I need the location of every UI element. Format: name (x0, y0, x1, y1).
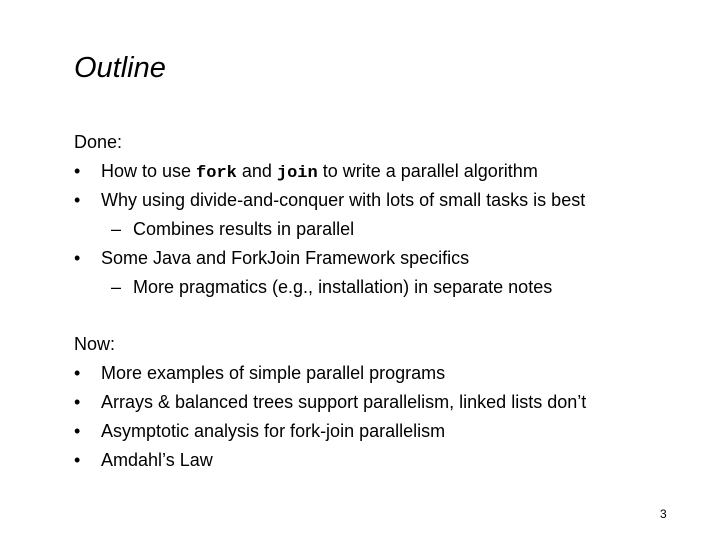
now-item-3-text: Asymptotic analysis for fork-join parallelism (101, 421, 446, 441)
bullet-mark: • (74, 392, 81, 412)
now-item-amdahl (74, 449, 213, 471)
done-subitem-pragmatics (111, 276, 552, 298)
page-number: 3 (660, 507, 667, 521)
now-item-1-text: More examples of simple parallel programs (101, 363, 446, 383)
bullet-mark: • (74, 421, 81, 441)
done-item-2-text: Why using divide-and-conquer with lots of small tasks is best (101, 190, 586, 210)
bullet-mark: • (74, 450, 81, 470)
code-fork: fork (196, 164, 237, 183)
done-item-3-text: Some Java and ForkJoin Framework specifics (101, 248, 470, 268)
dash-mark: – (111, 277, 122, 297)
done-heading: Done: (74, 132, 123, 152)
now-heading: Now: (74, 334, 116, 354)
done-item-1-pre: How to use (101, 161, 197, 181)
done-subitem-3-text: More pragmatics (e.g., installation) in separate notes (133, 277, 553, 297)
slide-title: Outline (74, 52, 166, 84)
done-subitem-combines (111, 218, 354, 240)
now-item-asymptotic (74, 420, 445, 442)
done-item-java-specifics (74, 247, 469, 269)
bullet-mark: • (74, 161, 81, 181)
done-item-divide-conquer (74, 189, 585, 211)
done-item-fork-join (74, 160, 538, 185)
now-item-arrays-trees (74, 391, 586, 413)
bullet-mark: • (74, 248, 81, 268)
bullet-mark: • (74, 190, 81, 210)
now-item-2-text: Arrays & balanced trees support parallelism, linked lists don’t (101, 392, 587, 412)
code-join: join (276, 164, 318, 183)
now-item-4-text: Amdahl’s Law (101, 450, 213, 470)
now-item-examples (74, 362, 445, 384)
bullet-mark: • (74, 363, 81, 383)
done-item-1-mid: and (236, 161, 277, 181)
done-item-1-post: to write a parallel algorithm (317, 161, 538, 181)
done-subitem-2-text: Combines results in parallel (133, 219, 355, 239)
dash-mark: – (111, 219, 122, 239)
